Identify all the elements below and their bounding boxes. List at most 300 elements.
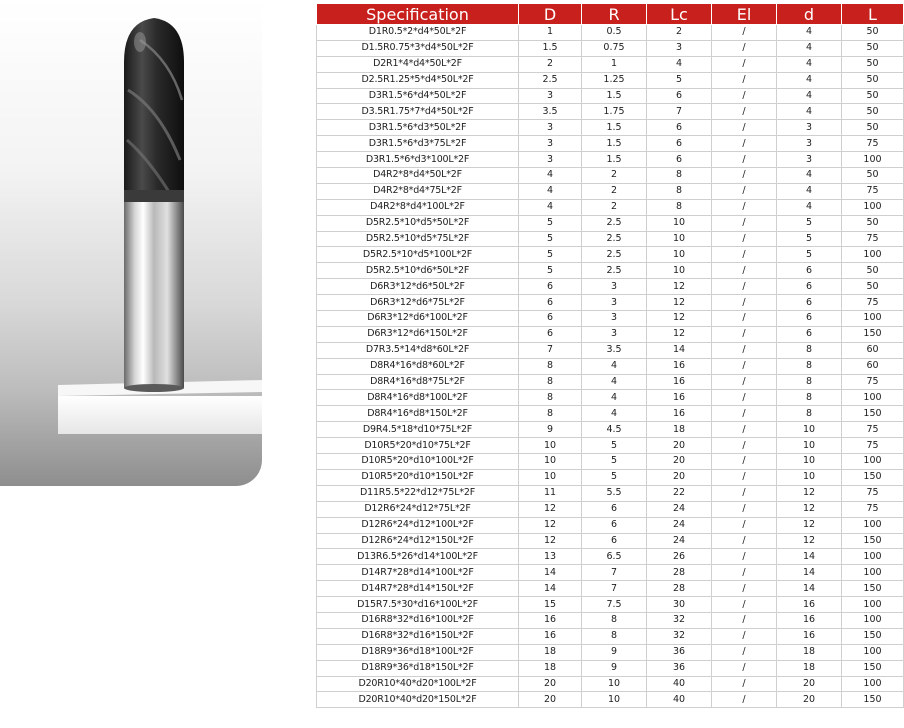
cell-shank-d: 16 [777, 612, 842, 628]
cell-lc: 5 [647, 72, 712, 88]
cell-shank-d: 5 [777, 215, 842, 231]
cell-l: 50 [842, 120, 904, 136]
cell-specification: D12R6*24*d12*150L*2F [317, 533, 519, 549]
cell-l: 150 [842, 692, 904, 708]
cell-l: 100 [842, 676, 904, 692]
cell-r: 6 [582, 533, 647, 549]
tool-shank [124, 196, 184, 388]
cell-l: 50 [842, 88, 904, 104]
cell-d: 3 [519, 120, 582, 136]
cell-specification: D9R4.5*18*d10*75L*2F [317, 422, 519, 438]
ball-end-mill-illustration [0, 0, 262, 486]
table-row [317, 676, 904, 692]
cell-el: / [712, 644, 777, 660]
cell-l: 50 [842, 168, 904, 184]
cell-specification: D20R10*40*d20*150L*2F [317, 692, 519, 708]
table-row [317, 533, 904, 549]
specification-table [316, 3, 904, 708]
cell-lc: 8 [647, 199, 712, 215]
table-row [317, 326, 904, 342]
cell-d: 11 [519, 485, 582, 501]
cell-r: 1.5 [582, 136, 647, 152]
cell-lc: 16 [647, 390, 712, 406]
table-row [317, 342, 904, 358]
cell-shank-d: 3 [777, 120, 842, 136]
cell-d: 5 [519, 263, 582, 279]
table-row [317, 295, 904, 311]
cell-r: 4.5 [582, 422, 647, 438]
cell-specification: D5R2.5*10*d6*50L*2F [317, 263, 519, 279]
cell-r: 4 [582, 390, 647, 406]
cell-d: 18 [519, 644, 582, 660]
cell-l: 50 [842, 279, 904, 295]
header-l-overall-length: L [842, 4, 904, 25]
cell-lc: 40 [647, 692, 712, 708]
cell-el: / [712, 342, 777, 358]
cell-lc: 32 [647, 628, 712, 644]
table-row [317, 422, 904, 438]
cell-r: 2 [582, 199, 647, 215]
cell-r: 7 [582, 581, 647, 597]
cell-shank-d: 4 [777, 183, 842, 199]
tool-flutes [124, 18, 184, 200]
cell-specification: D15R7.5*30*d16*100L*2F [317, 597, 519, 613]
cell-d: 1.5 [519, 40, 582, 56]
cell-specification: D18R9*36*d18*150L*2F [317, 660, 519, 676]
cell-l: 150 [842, 533, 904, 549]
cell-d: 3 [519, 136, 582, 152]
cell-r: 1.5 [582, 120, 647, 136]
cell-el: / [712, 215, 777, 231]
cell-specification: D4R2*8*d4*50L*2F [317, 168, 519, 184]
cell-r: 3.5 [582, 342, 647, 358]
cell-lc: 8 [647, 183, 712, 199]
cell-d: 6 [519, 295, 582, 311]
cell-lc: 20 [647, 454, 712, 470]
cell-d: 13 [519, 549, 582, 565]
cell-r: 6 [582, 501, 647, 517]
cell-d: 2 [519, 56, 582, 72]
cell-d: 6 [519, 311, 582, 327]
cell-d: 16 [519, 628, 582, 644]
header-shank-d: d [777, 4, 842, 25]
table-row [317, 660, 904, 676]
cell-el: / [712, 40, 777, 56]
cell-d: 1 [519, 25, 582, 41]
cell-d: 10 [519, 438, 582, 454]
table-row [317, 88, 904, 104]
product-photo [0, 0, 262, 486]
cell-l: 100 [842, 199, 904, 215]
table-row [317, 612, 904, 628]
cell-lc: 12 [647, 326, 712, 342]
table-row [317, 56, 904, 72]
cell-el: / [712, 565, 777, 581]
table-row [317, 168, 904, 184]
cell-specification: D5R2.5*10*d5*75L*2F [317, 231, 519, 247]
table-row [317, 215, 904, 231]
cell-shank-d: 20 [777, 692, 842, 708]
cell-r: 5 [582, 454, 647, 470]
header-el: El [712, 4, 777, 25]
cell-specification: D10R5*20*d10*75L*2F [317, 438, 519, 454]
cell-el: / [712, 72, 777, 88]
table-row [317, 358, 904, 374]
cell-d: 8 [519, 390, 582, 406]
cell-l: 50 [842, 104, 904, 120]
cell-r: 4 [582, 374, 647, 390]
cell-r: 3 [582, 279, 647, 295]
cell-d: 3.5 [519, 104, 582, 120]
cell-l: 100 [842, 644, 904, 660]
cell-l: 150 [842, 660, 904, 676]
cell-specification: D4R2*8*d4*75L*2F [317, 183, 519, 199]
cell-l: 150 [842, 326, 904, 342]
cell-r: 2.5 [582, 215, 647, 231]
cell-shank-d: 6 [777, 279, 842, 295]
cell-l: 60 [842, 358, 904, 374]
cell-el: / [712, 247, 777, 263]
cell-el: / [712, 168, 777, 184]
cell-specification: D6R3*12*d6*150L*2F [317, 326, 519, 342]
table-row [317, 136, 904, 152]
cell-specification: D11R5.5*22*d12*75L*2F [317, 485, 519, 501]
table-row [317, 454, 904, 470]
table-row [317, 438, 904, 454]
cell-specification: D2R1*4*d4*50L*2F [317, 56, 519, 72]
cell-d: 12 [519, 501, 582, 517]
cell-d: 3 [519, 152, 582, 168]
cell-el: / [712, 152, 777, 168]
cell-l: 100 [842, 152, 904, 168]
cell-l: 150 [842, 581, 904, 597]
cell-specification: D8R4*16*d8*60L*2F [317, 358, 519, 374]
cell-shank-d: 10 [777, 422, 842, 438]
cell-el: / [712, 56, 777, 72]
cell-d: 12 [519, 517, 582, 533]
cell-specification: D13R6.5*26*d14*100L*2F [317, 549, 519, 565]
cell-el: / [712, 88, 777, 104]
cell-r: 1 [582, 56, 647, 72]
cell-specification: D12R6*24*d12*100L*2F [317, 517, 519, 533]
cell-lc: 4 [647, 56, 712, 72]
header-lc-cutting-length: Lc [647, 4, 712, 25]
cell-el: / [712, 390, 777, 406]
cell-l: 100 [842, 390, 904, 406]
cell-lc: 24 [647, 501, 712, 517]
cell-lc: 10 [647, 247, 712, 263]
cell-el: / [712, 438, 777, 454]
cell-shank-d: 6 [777, 311, 842, 327]
cell-shank-d: 12 [777, 517, 842, 533]
cell-lc: 26 [647, 549, 712, 565]
cell-l: 50 [842, 56, 904, 72]
cell-specification: D3R1.5*6*d3*75L*2F [317, 136, 519, 152]
cell-d: 8 [519, 358, 582, 374]
cell-d: 18 [519, 660, 582, 676]
cell-r: 5 [582, 469, 647, 485]
cell-el: / [712, 406, 777, 422]
cell-el: / [712, 533, 777, 549]
table-row [317, 517, 904, 533]
cell-shank-d: 14 [777, 565, 842, 581]
cell-l: 50 [842, 215, 904, 231]
cell-el: / [712, 295, 777, 311]
cell-specification: D6R3*12*d6*50L*2F [317, 279, 519, 295]
cell-el: / [712, 199, 777, 215]
table-row [317, 628, 904, 644]
cell-el: / [712, 517, 777, 533]
cell-shank-d: 4 [777, 199, 842, 215]
cell-lc: 30 [647, 597, 712, 613]
cell-lc: 2 [647, 25, 712, 41]
cell-shank-d: 10 [777, 454, 842, 470]
cell-el: / [712, 326, 777, 342]
cell-l: 100 [842, 565, 904, 581]
cell-shank-d: 4 [777, 104, 842, 120]
cell-el: / [712, 263, 777, 279]
cell-r: 9 [582, 660, 647, 676]
cell-l: 150 [842, 628, 904, 644]
table-row [317, 374, 904, 390]
table-row [317, 72, 904, 88]
cell-r: 6.5 [582, 549, 647, 565]
cell-l: 75 [842, 136, 904, 152]
cell-l: 50 [842, 263, 904, 279]
table-row [317, 644, 904, 660]
cell-specification: D7R3.5*14*d8*60L*2F [317, 342, 519, 358]
cell-shank-d: 8 [777, 374, 842, 390]
cell-l: 75 [842, 231, 904, 247]
cell-r: 6 [582, 517, 647, 533]
cell-shank-d: 4 [777, 72, 842, 88]
cell-shank-d: 20 [777, 676, 842, 692]
cell-l: 100 [842, 612, 904, 628]
cell-d: 4 [519, 168, 582, 184]
cell-lc: 12 [647, 311, 712, 327]
cell-specification: D14R7*28*d14*100L*2F [317, 565, 519, 581]
cell-l: 50 [842, 72, 904, 88]
cell-lc: 3 [647, 40, 712, 56]
cell-r: 1.75 [582, 104, 647, 120]
cell-l: 100 [842, 454, 904, 470]
cell-el: / [712, 120, 777, 136]
table-row [317, 485, 904, 501]
cell-d: 14 [519, 565, 582, 581]
cell-r: 4 [582, 358, 647, 374]
cell-d: 3 [519, 88, 582, 104]
header-specification: Specification [317, 4, 519, 25]
table-row [317, 152, 904, 168]
cell-shank-d: 3 [777, 136, 842, 152]
cell-d: 8 [519, 406, 582, 422]
cell-lc: 36 [647, 660, 712, 676]
cell-lc: 7 [647, 104, 712, 120]
cell-specification: D3R1.5*6*d3*50L*2F [317, 120, 519, 136]
cell-l: 75 [842, 183, 904, 199]
cell-r: 10 [582, 676, 647, 692]
cell-specification: D18R9*36*d18*100L*2F [317, 644, 519, 660]
table-row [317, 692, 904, 708]
cell-d: 15 [519, 597, 582, 613]
cell-lc: 28 [647, 565, 712, 581]
cell-d: 10 [519, 469, 582, 485]
cell-r: 5 [582, 438, 647, 454]
cell-shank-d: 14 [777, 549, 842, 565]
cell-el: / [712, 628, 777, 644]
cell-shank-d: 12 [777, 501, 842, 517]
table-row [317, 390, 904, 406]
cell-lc: 28 [647, 581, 712, 597]
cell-shank-d: 14 [777, 581, 842, 597]
table-row [317, 469, 904, 485]
cell-el: / [712, 422, 777, 438]
cell-lc: 24 [647, 517, 712, 533]
cell-l: 100 [842, 311, 904, 327]
cell-r: 2.5 [582, 263, 647, 279]
cell-d: 2.5 [519, 72, 582, 88]
cell-r: 3 [582, 295, 647, 311]
cell-shank-d: 4 [777, 88, 842, 104]
cell-specification: D3R1.5*6*d3*100L*2F [317, 152, 519, 168]
cell-r: 3 [582, 311, 647, 327]
cell-specification: D4R2*8*d4*100L*2F [317, 199, 519, 215]
cell-lc: 6 [647, 136, 712, 152]
cell-r: 0.75 [582, 40, 647, 56]
cell-r: 7.5 [582, 597, 647, 613]
cell-d: 16 [519, 612, 582, 628]
cell-lc: 12 [647, 279, 712, 295]
cell-el: / [712, 692, 777, 708]
cell-el: / [712, 612, 777, 628]
cell-r: 8 [582, 612, 647, 628]
cell-d: 7 [519, 342, 582, 358]
cell-lc: 12 [647, 295, 712, 311]
cell-shank-d: 4 [777, 25, 842, 41]
cell-shank-d: 16 [777, 628, 842, 644]
cell-r: 2.5 [582, 231, 647, 247]
cell-lc: 16 [647, 358, 712, 374]
cell-specification: D14R7*28*d14*150L*2F [317, 581, 519, 597]
cell-el: / [712, 597, 777, 613]
cell-r: 2.5 [582, 247, 647, 263]
cell-el: / [712, 549, 777, 565]
table-row [317, 120, 904, 136]
cell-l: 100 [842, 517, 904, 533]
cell-specification: D3R1.5*6*d4*50L*2F [317, 88, 519, 104]
cell-d: 5 [519, 231, 582, 247]
cell-specification: D3.5R1.75*7*d4*50L*2F [317, 104, 519, 120]
cell-l: 75 [842, 501, 904, 517]
shelf-front [58, 396, 262, 434]
cell-r: 2 [582, 183, 647, 199]
table-row [317, 549, 904, 565]
table-row [317, 231, 904, 247]
cell-l: 75 [842, 422, 904, 438]
header-r-radius: R [582, 4, 647, 25]
cell-r: 8 [582, 628, 647, 644]
cell-shank-d: 18 [777, 644, 842, 660]
table-header-row [317, 4, 904, 25]
table-row [317, 199, 904, 215]
table-row [317, 501, 904, 517]
cell-el: / [712, 501, 777, 517]
cell-d: 6 [519, 279, 582, 295]
cell-specification: D1R0.5*2*d4*50L*2F [317, 25, 519, 41]
cell-l: 60 [842, 342, 904, 358]
cell-el: / [712, 660, 777, 676]
cell-d: 5 [519, 247, 582, 263]
cell-d: 20 [519, 692, 582, 708]
cell-lc: 16 [647, 406, 712, 422]
cell-lc: 10 [647, 263, 712, 279]
cell-l: 75 [842, 485, 904, 501]
cell-r: 3 [582, 326, 647, 342]
table-row [317, 311, 904, 327]
cell-lc: 16 [647, 374, 712, 390]
cell-lc: 6 [647, 152, 712, 168]
cell-lc: 40 [647, 676, 712, 692]
cell-specification: D5R2.5*10*d5*50L*2F [317, 215, 519, 231]
cell-shank-d: 6 [777, 295, 842, 311]
cell-shank-d: 4 [777, 56, 842, 72]
cell-el: / [712, 136, 777, 152]
cell-d: 8 [519, 374, 582, 390]
cell-el: / [712, 358, 777, 374]
cell-r: 10 [582, 692, 647, 708]
cell-el: / [712, 183, 777, 199]
cell-l: 100 [842, 247, 904, 263]
cell-r: 7 [582, 565, 647, 581]
cell-specification: D5R2.5*10*d5*100L*2F [317, 247, 519, 263]
cell-el: / [712, 469, 777, 485]
cell-specification: D12R6*24*d12*75L*2F [317, 501, 519, 517]
cell-r: 2 [582, 168, 647, 184]
cell-el: / [712, 311, 777, 327]
cell-r: 5.5 [582, 485, 647, 501]
cell-r: 9 [582, 644, 647, 660]
cell-lc: 10 [647, 231, 712, 247]
cell-l: 50 [842, 25, 904, 41]
cell-shank-d: 6 [777, 326, 842, 342]
cell-shank-d: 4 [777, 40, 842, 56]
cell-lc: 10 [647, 215, 712, 231]
cell-d: 5 [519, 215, 582, 231]
cell-specification: D16R8*32*d16*150L*2F [317, 628, 519, 644]
table-row [317, 247, 904, 263]
table-row [317, 104, 904, 120]
cell-shank-d: 12 [777, 533, 842, 549]
table-row [317, 263, 904, 279]
cell-specification: D8R4*16*d8*100L*2F [317, 390, 519, 406]
cell-specification: D2.5R1.25*5*d4*50L*2F [317, 72, 519, 88]
cell-l: 75 [842, 438, 904, 454]
cell-lc: 6 [647, 88, 712, 104]
cell-lc: 20 [647, 469, 712, 485]
cell-shank-d: 8 [777, 390, 842, 406]
cell-r: 4 [582, 406, 647, 422]
cell-shank-d: 8 [777, 342, 842, 358]
cell-lc: 24 [647, 533, 712, 549]
cell-lc: 32 [647, 612, 712, 628]
cell-shank-d: 10 [777, 469, 842, 485]
cell-specification: D16R8*32*d16*100L*2F [317, 612, 519, 628]
header-d-diameter: D [519, 4, 582, 25]
cell-shank-d: 4 [777, 168, 842, 184]
cell-r: 1.5 [582, 152, 647, 168]
cell-el: / [712, 279, 777, 295]
cell-d: 14 [519, 581, 582, 597]
